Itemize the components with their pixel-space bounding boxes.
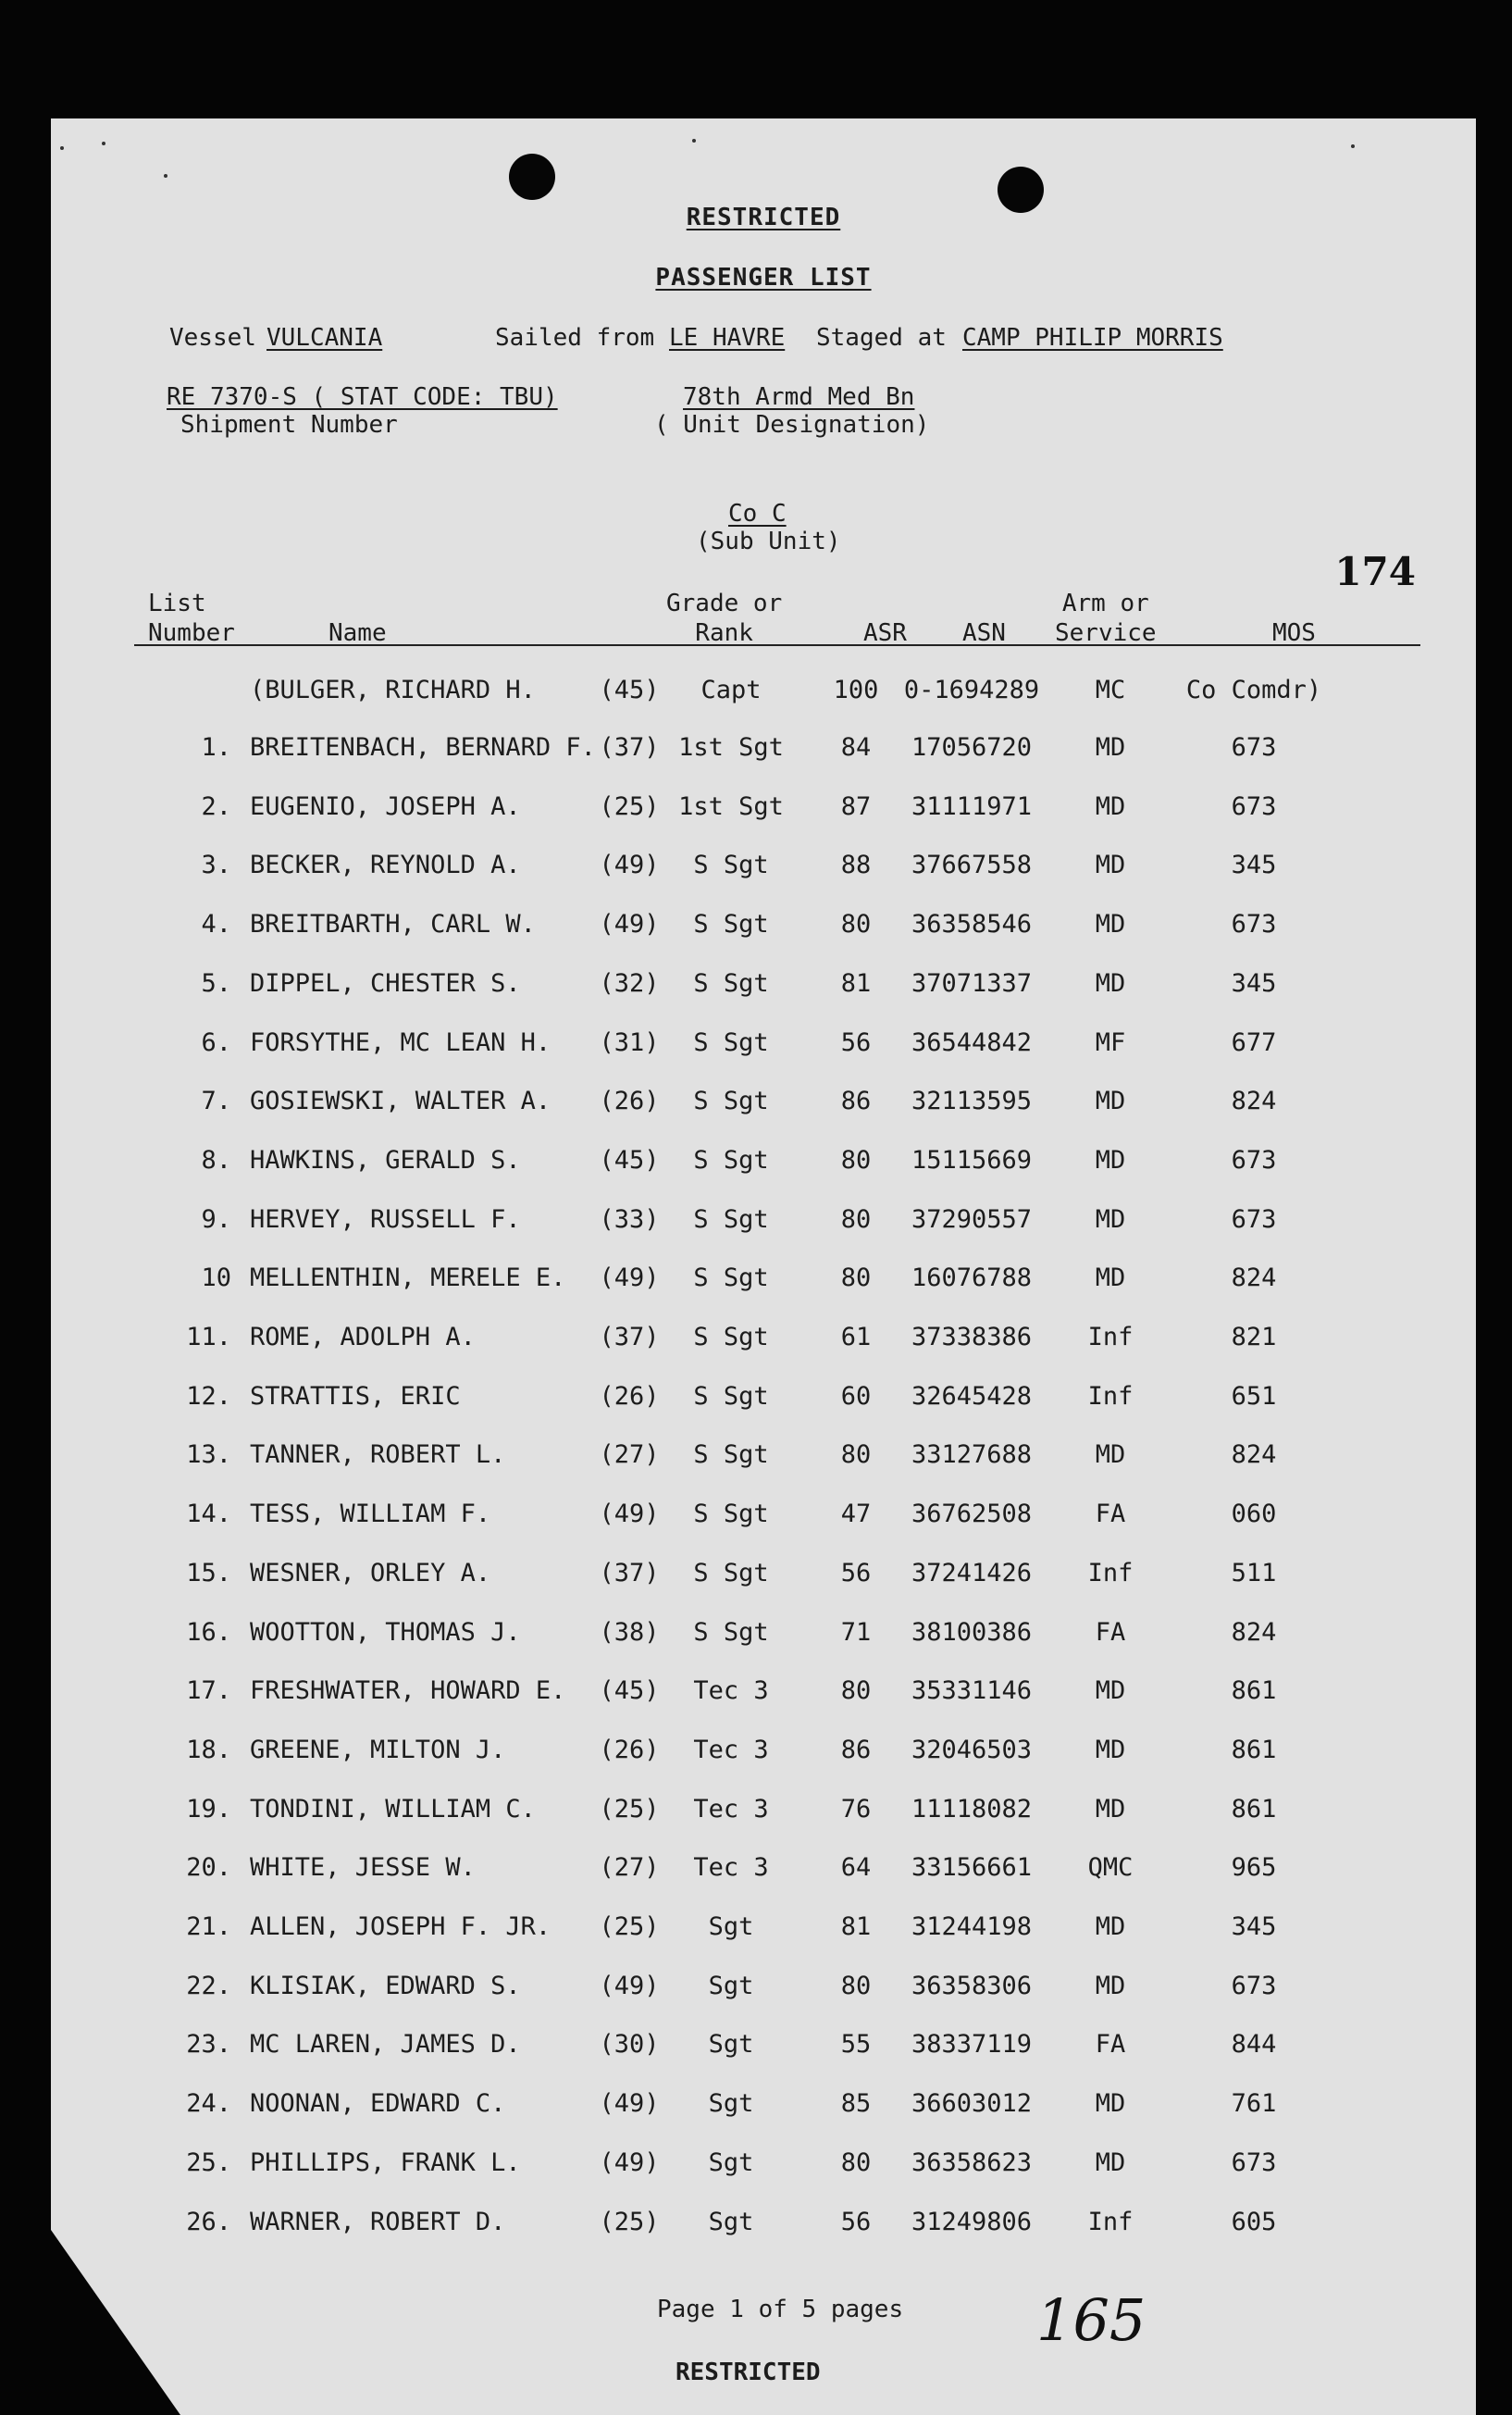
unit-label: ( Unit Designation) (654, 411, 930, 439)
cell-num: 3. (201, 851, 231, 880)
cell-age: (45) (599, 1676, 660, 1706)
cell-age: (31) (599, 1027, 660, 1057)
cell-name: ROME, ADOLPH A. (250, 1323, 476, 1351)
cell-num: 19. (186, 1794, 231, 1824)
cell-arm: FA (1095, 1500, 1126, 1529)
cell-arm: MD (1095, 1204, 1126, 1234)
cell-name: TESS, WILLIAM F. (250, 1500, 491, 1529)
cell-arm: MD (1095, 2147, 1126, 2177)
cell-age: (49) (599, 1971, 660, 2000)
cell-age: (49) (599, 1500, 660, 1529)
table-row (51, 2089, 1476, 2126)
cell-grade: 1st Sgt (678, 733, 784, 762)
cell-num: 9. (201, 1204, 231, 1234)
cell-asr: 86 (840, 1087, 872, 1116)
cell-age: (25) (599, 2207, 660, 2236)
cell-arm: MD (1095, 1145, 1126, 1175)
cell-num: 11. (186, 1323, 231, 1351)
col-header-arm: Arm or Service (1055, 590, 1157, 647)
commander-row (51, 676, 1476, 713)
table-row (51, 1028, 1476, 1065)
cell-arm: MD (1095, 1794, 1126, 1824)
cell-num: 16. (186, 1617, 231, 1647)
cell-num: 1. (201, 733, 231, 762)
cell-asn: 37071337 (911, 968, 1033, 998)
cell-asn: 35331146 (911, 1676, 1033, 1706)
cell-asr: 60 (840, 1381, 872, 1411)
table-row (51, 1087, 1476, 1124)
cell-age: (45) (599, 1145, 660, 1175)
cell-mos: 673 (1231, 733, 1277, 762)
cell-name: FRESHWATER, HOWARD E. (250, 1676, 566, 1706)
commander-age: (45) (599, 676, 660, 704)
cell-mos: 965 (1231, 1853, 1277, 1883)
cell-asn: 15115669 (911, 1145, 1033, 1175)
cell-arm: MF (1095, 1027, 1126, 1057)
cell-arm: MD (1095, 791, 1126, 821)
table-row (51, 1972, 1476, 2009)
sub-unit-label: (Sub Unit) (696, 528, 841, 555)
cell-age: (32) (599, 968, 660, 998)
cell-age: (30) (599, 2030, 660, 2060)
cell-name: TONDINI, WILLIAM C. (250, 1794, 536, 1824)
cell-age: (27) (599, 1440, 660, 1470)
cell-mos: 824 (1231, 1440, 1277, 1470)
cell-age: (27) (599, 1853, 660, 1883)
cell-asr: 88 (840, 851, 872, 880)
cell-asn: 36762508 (911, 1500, 1033, 1529)
cell-grade: Tec 3 (693, 1676, 769, 1706)
table-row (51, 1912, 1476, 1949)
document-page (51, 118, 1476, 2415)
cell-mos: 677 (1231, 1027, 1277, 1057)
col-header-name: Name (328, 619, 387, 647)
table-row (51, 1323, 1476, 1360)
table-row (51, 1736, 1476, 1773)
cell-mos: 861 (1231, 1676, 1277, 1706)
cell-age: (33) (599, 1204, 660, 1234)
cell-age: (49) (599, 2089, 660, 2119)
cell-num: 4. (201, 910, 231, 940)
cell-age: (25) (599, 1912, 660, 1941)
cell-asn: 31249806 (911, 2207, 1033, 2236)
table-row (51, 1264, 1476, 1301)
cell-mos: 605 (1231, 2207, 1277, 2236)
cell-asr: 80 (840, 1204, 872, 1234)
vessel-value: VULCANIA (266, 324, 383, 352)
cell-grade: S Sgt (693, 1027, 769, 1057)
cell-grade: S Sgt (693, 910, 769, 940)
cell-asr: 80 (840, 1145, 872, 1175)
commander-mos: Co Comdr) (1185, 676, 1322, 704)
cell-num: 22. (186, 1971, 231, 2000)
cell-arm: MD (1095, 1676, 1126, 1706)
cell-num: 13. (186, 1440, 231, 1470)
table-row (51, 792, 1476, 829)
cell-mos: 673 (1231, 910, 1277, 940)
cell-asn: 36544842 (911, 1027, 1033, 1057)
cell-mos: 345 (1231, 968, 1277, 998)
cell-name: HERVEY, RUSSELL F. (250, 1204, 521, 1234)
cell-asr: 64 (840, 1853, 872, 1883)
cell-arm: MD (1095, 1912, 1126, 1941)
cell-arm: MD (1095, 1440, 1126, 1470)
cell-arm: MD (1095, 1735, 1126, 1764)
cell-asn: 33127688 (911, 1440, 1033, 1470)
cell-asr: 61 (840, 1323, 872, 1351)
cell-age: (49) (599, 1264, 660, 1293)
cell-asn: 37290557 (911, 1204, 1033, 1234)
table-row (51, 1676, 1476, 1713)
cell-grade: S Sgt (693, 1440, 769, 1470)
staged-at-value: CAMP PHILIP MORRIS (962, 324, 1223, 352)
table-row (51, 1500, 1476, 1537)
commander-asn: 0-1694289 (903, 676, 1040, 704)
cell-mos: 824 (1231, 1264, 1277, 1293)
cell-asr: 80 (840, 1440, 872, 1470)
col-header-list-number: List Number (148, 590, 235, 647)
cell-asn: 36358546 (911, 910, 1033, 940)
header-rule (134, 644, 1420, 646)
cell-grade: S Sgt (693, 851, 769, 880)
cell-mos: 844 (1231, 2030, 1277, 2060)
cell-mos: 673 (1231, 1204, 1277, 1234)
cell-asr: 71 (840, 1617, 872, 1647)
cell-name: GREENE, MILTON J. (250, 1735, 506, 1764)
speck (692, 139, 696, 143)
cell-mos: 673 (1231, 1145, 1277, 1175)
speck (1351, 144, 1355, 148)
cell-grade: Tec 3 (693, 1853, 769, 1883)
cell-name: BREITBARTH, CARL W. (250, 910, 536, 940)
cell-age: (49) (599, 910, 660, 940)
cell-grade: S Sgt (693, 1500, 769, 1529)
col-header-grade: Grade or Rank (666, 590, 783, 647)
cell-mos: 345 (1231, 851, 1277, 880)
folded-corner (51, 2230, 180, 2415)
cell-num: 15. (186, 1558, 231, 1587)
cell-mos: 824 (1231, 1087, 1277, 1116)
cell-asr: 56 (840, 1558, 872, 1587)
cell-name: MC LAREN, JAMES D. (250, 2030, 521, 2060)
cell-mos: 673 (1231, 791, 1277, 821)
cell-asn: 36603012 (911, 2089, 1033, 2119)
document-title: PASSENGER LIST (655, 264, 872, 292)
speck (164, 174, 167, 178)
cell-grade: S Sgt (693, 1145, 769, 1175)
cell-mos: 511 (1231, 1558, 1277, 1587)
cell-asn: 37667558 (911, 851, 1033, 880)
cell-mos: 651 (1231, 1381, 1277, 1411)
cell-grade: Sgt (708, 2207, 754, 2236)
cell-asn: 38337119 (911, 2030, 1033, 2060)
table-row (51, 1559, 1476, 1596)
table-row (51, 1853, 1476, 1890)
cell-mos: 824 (1231, 1617, 1277, 1647)
cell-num: 14. (186, 1500, 231, 1529)
cell-asn: 16076788 (911, 1264, 1033, 1293)
cell-asr: 56 (840, 1027, 872, 1057)
cell-asn: 32645428 (911, 1381, 1033, 1411)
commander-asr: 100 (833, 676, 879, 704)
cell-mos: 345 (1231, 1912, 1277, 1941)
cell-name: NOONAN, EDWARD C. (250, 2089, 506, 2119)
cell-arm: FA (1095, 2030, 1126, 2060)
cell-grade: S Sgt (693, 968, 769, 998)
cell-mos: 861 (1231, 1794, 1277, 1824)
cell-arm: MD (1095, 1087, 1126, 1116)
staged-label: Staged at (816, 324, 947, 352)
cell-grade: Sgt (708, 1912, 754, 1941)
cell-arm: MD (1095, 2089, 1126, 2119)
cell-asn: 37338386 (911, 1323, 1033, 1351)
table-row (51, 1440, 1476, 1477)
vessel-label: Vessel (169, 324, 256, 352)
cell-age: (49) (599, 851, 660, 880)
cell-num: 18. (186, 1735, 231, 1764)
cell-name: WARNER, ROBERT D. (250, 2207, 506, 2236)
cell-asr: 86 (840, 1735, 872, 1764)
cell-name: BREITENBACH, BERNARD F. (250, 733, 596, 762)
cell-name: EUGENIO, JOSEPH A. (250, 791, 521, 821)
cell-num: 25. (186, 2147, 231, 2177)
cell-num: 20. (186, 1853, 231, 1883)
table-row (51, 1382, 1476, 1419)
cell-asn: 32046503 (911, 1735, 1033, 1764)
cell-num: 8. (201, 1145, 231, 1175)
cell-num: 21. (186, 1912, 231, 1941)
cell-age: (37) (599, 1323, 660, 1351)
cell-name: WHITE, JESSE W. (250, 1853, 476, 1883)
cell-grade: S Sgt (693, 1558, 769, 1587)
table-row (51, 733, 1476, 770)
cell-name: HAWKINS, GERALD S. (250, 1145, 521, 1175)
cell-arm: FA (1095, 1617, 1126, 1647)
cell-name: KLISIAK, EDWARD S. (250, 1971, 521, 2000)
shipment-code: RE 7370-S ( STAT CODE: TBU) (167, 383, 558, 411)
cell-asn: 11118082 (911, 1794, 1033, 1824)
cell-arm: MD (1095, 1971, 1126, 2000)
cell-age: (26) (599, 1087, 660, 1116)
cell-age: (37) (599, 733, 660, 762)
restricted-bottom-label: RESTRICTED (675, 2359, 821, 2386)
cell-num: 5. (201, 968, 231, 998)
cell-asn: 36358306 (911, 1971, 1033, 2000)
cell-name: STRATTIS, ERIC (250, 1381, 461, 1411)
cell-grade: S Sgt (693, 1087, 769, 1116)
cell-grade: S Sgt (693, 1264, 769, 1293)
cell-name: ALLEN, JOSEPH F. JR. (250, 1912, 552, 1941)
cell-age: (25) (599, 791, 660, 821)
cell-age: (25) (599, 1794, 660, 1824)
cell-num: 12. (186, 1381, 231, 1411)
cell-arm: Inf (1087, 1323, 1134, 1351)
cell-num: 17. (186, 1676, 231, 1706)
cell-name: TANNER, ROBERT L. (250, 1440, 506, 1470)
cell-asr: 87 (840, 791, 872, 821)
cell-age: (38) (599, 1617, 660, 1647)
cell-asr: 55 (840, 2030, 872, 2060)
cell-name: DIPPEL, CHESTER S. (250, 968, 521, 998)
cell-mos: 673 (1231, 1971, 1277, 2000)
cell-grade: Sgt (708, 2147, 754, 2177)
cell-asn: 31244198 (911, 1912, 1033, 1941)
cell-grade: Tec 3 (693, 1735, 769, 1764)
cell-grade: S Sgt (693, 1381, 769, 1411)
cell-asr: 47 (840, 1500, 872, 1529)
cell-name: PHILLIPS, FRANK L. (250, 2147, 521, 2177)
sailed-label: Sailed from (495, 324, 655, 352)
cell-grade: Sgt (708, 1971, 754, 2000)
sub-unit: Co C (728, 500, 787, 528)
cell-grade: Sgt (708, 2089, 754, 2119)
cell-grade: Tec 3 (693, 1794, 769, 1824)
cell-asn: 33156661 (911, 1853, 1033, 1883)
cell-num: 23. (186, 2030, 231, 2060)
cell-name: WESNER, ORLEY A. (250, 1558, 491, 1587)
col-header-mos: MOS (1272, 619, 1316, 647)
table-row (51, 1795, 1476, 1832)
cell-num: 7. (201, 1087, 231, 1116)
cell-asr: 84 (840, 733, 872, 762)
cell-age: (49) (599, 2147, 660, 2177)
cell-asr: 76 (840, 1794, 872, 1824)
speck (102, 142, 105, 145)
cell-arm: Inf (1087, 2207, 1134, 2236)
cell-name: FORSYTHE, MC LEAN H. (250, 1027, 552, 1057)
cell-asr: 80 (840, 1264, 872, 1293)
cell-grade: 1st Sgt (678, 791, 784, 821)
cell-age: (37) (599, 1558, 660, 1587)
cell-grade: Sgt (708, 2030, 754, 2060)
table-row (51, 1146, 1476, 1183)
commander-grade: Capt (700, 676, 762, 704)
cell-num: 26. (186, 2207, 231, 2236)
cell-num: 10 (201, 1264, 231, 1293)
table-row (51, 969, 1476, 1006)
cell-asn: 37241426 (911, 1558, 1033, 1587)
cell-name: BECKER, REYNOLD A. (250, 851, 521, 880)
cell-asn: 32113595 (911, 1087, 1033, 1116)
cell-arm: MD (1095, 910, 1126, 940)
cell-arm: MD (1095, 1264, 1126, 1293)
punch-hole (509, 154, 555, 200)
cell-grade: S Sgt (693, 1323, 769, 1351)
cell-asr: 81 (840, 1912, 872, 1941)
speck (60, 146, 64, 150)
cell-arm: Inf (1087, 1381, 1134, 1411)
cell-asn: 17056720 (911, 733, 1033, 762)
cell-asr: 56 (840, 2207, 872, 2236)
table-row (51, 2208, 1476, 2245)
col-header-asn: ASN (962, 619, 1006, 647)
cell-asr: 80 (840, 1971, 872, 2000)
restricted-top-label: RESTRICTED (686, 204, 841, 231)
cell-arm: MD (1095, 851, 1126, 880)
cell-asn: 38100386 (911, 1617, 1033, 1647)
sailed-from-value: LE HAVRE (669, 324, 786, 352)
shipment-label: Shipment Number (180, 411, 398, 439)
cell-num: 24. (186, 2089, 231, 2119)
handwritten-number: 165 (1036, 2286, 1146, 2354)
table-row (51, 910, 1476, 947)
cell-name: MELLENTHIN, MERELE E. (250, 1264, 566, 1293)
cell-asr: 80 (840, 910, 872, 940)
table-row (51, 2030, 1476, 2067)
cell-num: 6. (201, 1027, 231, 1057)
table-row (51, 1618, 1476, 1655)
cell-age: (26) (599, 1381, 660, 1411)
table-row (51, 1205, 1476, 1242)
table-row (51, 851, 1476, 888)
table-row (51, 2148, 1476, 2185)
cell-asr: 80 (840, 2147, 872, 2177)
cell-asr: 80 (840, 1676, 872, 1706)
cell-mos: 761 (1231, 2089, 1277, 2119)
cell-age: (26) (599, 1735, 660, 1764)
cell-name: GOSIEWSKI, WALTER A. (250, 1087, 552, 1116)
cell-arm: Inf (1087, 1558, 1134, 1587)
page-info: Page 1 of 5 pages (657, 2296, 904, 2323)
cell-num: 2. (201, 791, 231, 821)
cell-arm: MD (1095, 968, 1126, 998)
unit-designation: 78th Armd Med Bn (683, 383, 915, 411)
stamp-number: 174 (1334, 549, 1416, 594)
cell-asn: 36358623 (911, 2147, 1033, 2177)
cell-asr: 81 (840, 968, 872, 998)
cell-mos: 861 (1231, 1735, 1277, 1764)
cell-arm: MD (1095, 733, 1126, 762)
commander-arm: MC (1095, 676, 1126, 704)
commander-name: (BULGER, RICHARD H. (250, 676, 536, 704)
cell-grade: S Sgt (693, 1204, 769, 1234)
col-header-asr: ASR (863, 619, 907, 647)
cell-name: WOOTTON, THOMAS J. (250, 1617, 521, 1647)
cell-mos: 060 (1231, 1500, 1277, 1529)
cell-asn: 31111971 (911, 791, 1033, 821)
cell-arm: QMC (1087, 1853, 1134, 1883)
cell-grade: S Sgt (693, 1617, 769, 1647)
cell-mos: 821 (1231, 1323, 1277, 1351)
cell-asr: 85 (840, 2089, 872, 2119)
cell-mos: 673 (1231, 2147, 1277, 2177)
